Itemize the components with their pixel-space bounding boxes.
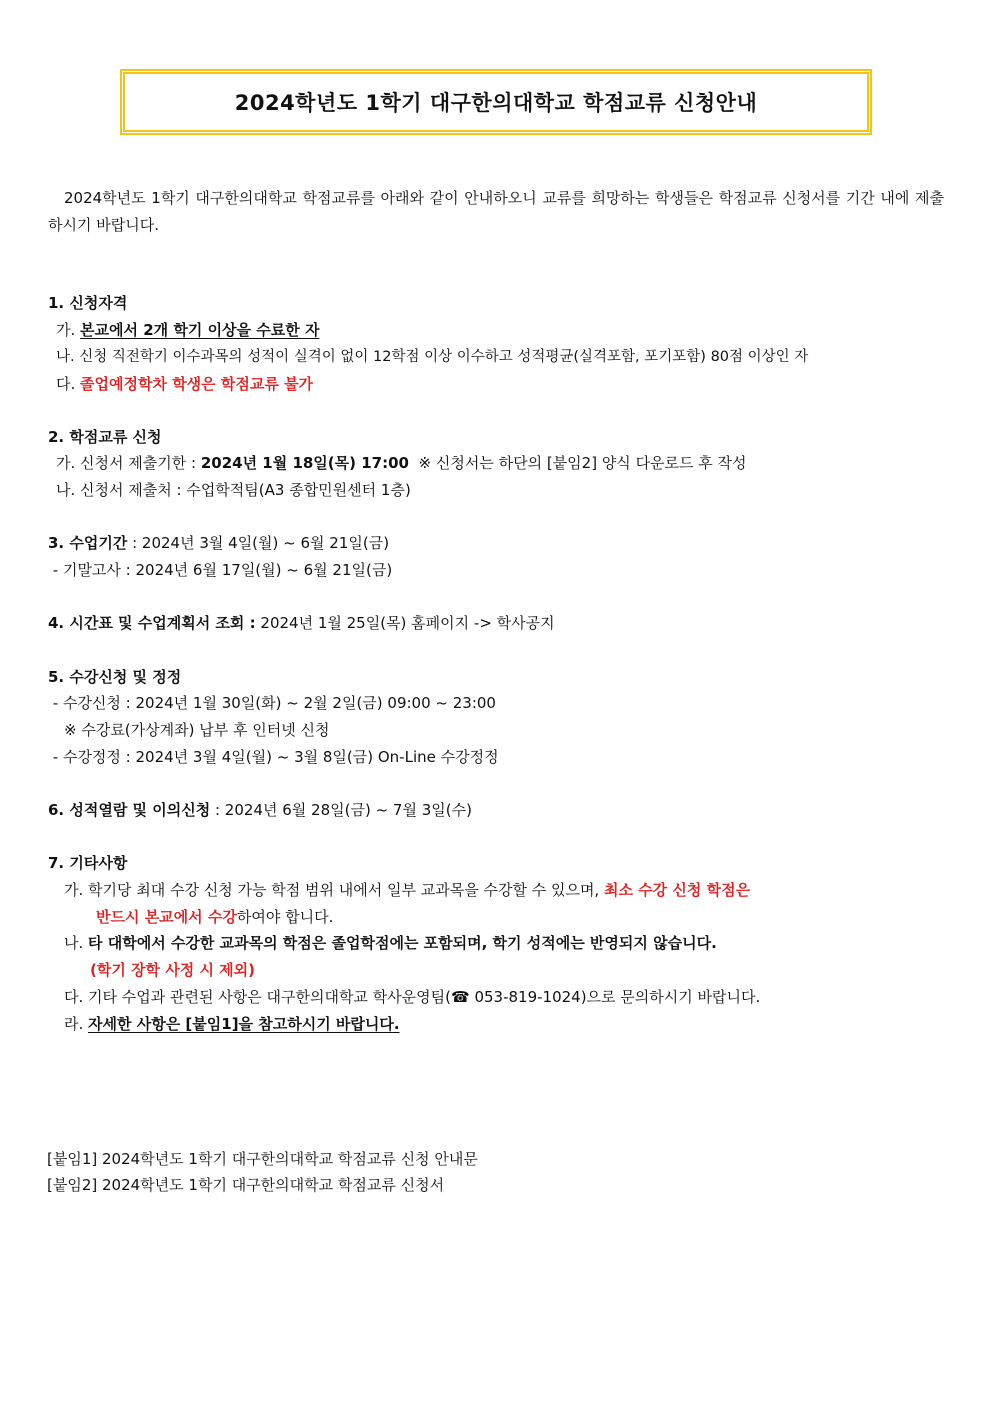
section-3-text: : 2024년 3월 4일(월) ~ 6월 21일(금) [127, 534, 390, 552]
section-6-heading: 6. 성적열람 및 이의신청 [48, 801, 211, 819]
deadline-date: 2024년 1월 18일(목) 17:00 [200, 454, 409, 472]
attachment-1: [붙임1] 2024학년도 1학기 대구한의대학교 학점교류 신청 안내문 [47, 1150, 478, 1168]
deadline-note: ※ 신청서는 하단의 [붙임2] 양식 다운로드 후 작성 [408, 454, 747, 472]
item-c-text: 졸업예정학차 학생은 학점교류 불가 [80, 375, 314, 393]
section-1-item-c [56, 374, 313, 394]
section-5-item-b: - 수강정정 : 2024년 3월 4일(월) ~ 3월 8일(금) On-Line 수강정정 [48, 748, 499, 766]
section-6-text: : 2024년 6월 28일(금) ~ 7월 3일(수) [210, 801, 472, 819]
item-c-prefix: 다. [56, 375, 81, 393]
section-7-item-d [64, 1014, 400, 1034]
section-4-heading: 4. 시간표 및 수업계획서 조회 : [48, 614, 256, 632]
section-4-text: 2024년 1월 25일(목) 홈페이지 -> 학사공지 [255, 614, 555, 632]
attachment-2: [붙임2] 2024학년도 1학기 대구한의대학교 학점교류 신청서 [47, 1176, 445, 1194]
item-a-text: 가. 학기당 최대 수강 신청 가능 학점 범위 내에서 일부 교과목을 수강할 수 있으며, [64, 881, 604, 899]
section-5-note: ※ 수강료(가상계좌) 납부 후 인터넷 신청 [64, 721, 330, 739]
section-1-item-a [56, 320, 319, 340]
section-1-item-b: 나. 신청 직전학기 이수과목의 성적이 실격이 없이 12학점 이상 이수하고 성적평균(실격포함, 포기포함) 80점 이상인 자 [56, 349, 809, 365]
section-7-item-b [64, 933, 717, 953]
section-3-line [48, 533, 389, 553]
deadline-prefix: 가. 신청서 제출기한 : [56, 454, 201, 472]
section-7-heading: 7. 기타사항 [48, 854, 128, 872]
item-a-prefix: 가. [56, 321, 81, 339]
section-4-line [48, 613, 555, 633]
section-5-heading: 5. 수강신청 및 정정 [48, 668, 182, 686]
item-b-text: 타 대학에서 수강한 교과목의 학점은 졸업학점에는 포함되며, 학기 성적에는 반영되지 않습니다. [88, 934, 717, 952]
item-d-prefix: 라. [64, 1015, 89, 1033]
section-2-heading: 2. 학점교류 신청 [48, 428, 162, 446]
section-7-item-b-cont: (학기 장학 사정 시 제외) [90, 961, 256, 979]
section-6-line [48, 800, 472, 820]
item-a2-red: 반드시 본교에서 수강 [96, 908, 237, 926]
section-7-item-c: 다. 기타 수업과 관련된 사항은 대구한의대학교 학사운영팀(☎ 053-819-1024)으로 문의하시기 바랍니다. [64, 988, 761, 1006]
item-a-red: 최소 수강 신청 학점은 [603, 881, 751, 899]
item-d-text: 자세한 사항은 [붙임1]을 참고하시기 바랍니다. [88, 1015, 400, 1033]
section-2-item-b: 나. 신청서 제출처 : 수업학적팀(A3 종합민원센터 1층) [56, 481, 411, 499]
section-7-item-a [64, 880, 750, 900]
section-7-item-a-cont [96, 907, 333, 927]
section-3-heading: 3. 수업기간 [48, 534, 128, 552]
section-2-item-a [56, 453, 747, 473]
section-5-item-a: - 수강신청 : 2024년 1월 30일(화) ~ 2월 2일(금) 09:00 ~ 23:00 [48, 694, 496, 712]
item-a-text: 본교에서 2개 학기 이상을 수료한 자 [80, 321, 320, 339]
item-a2-text: 하여야 합니다. [236, 908, 334, 926]
section-1-heading: 1. 신청자격 [48, 294, 128, 312]
intro-paragraph: 2024학년도 1학기 대구한의대학교 학점교류를 아래와 같이 안내하오니 교류를 희망하는 학생들은 학점교류 신청서를 기간 내에 제출하시기 바랍니다. [48, 189, 944, 234]
title-box [120, 69, 872, 135]
page-title: 2024학년도 1학기 대구한의대학교 학점교류 신청안내 [234, 91, 758, 115]
item-b-prefix: 나. [64, 934, 89, 952]
section-3-sub: - 기말고사 : 2024년 6월 17일(월) ~ 6월 21일(금) [48, 561, 393, 579]
